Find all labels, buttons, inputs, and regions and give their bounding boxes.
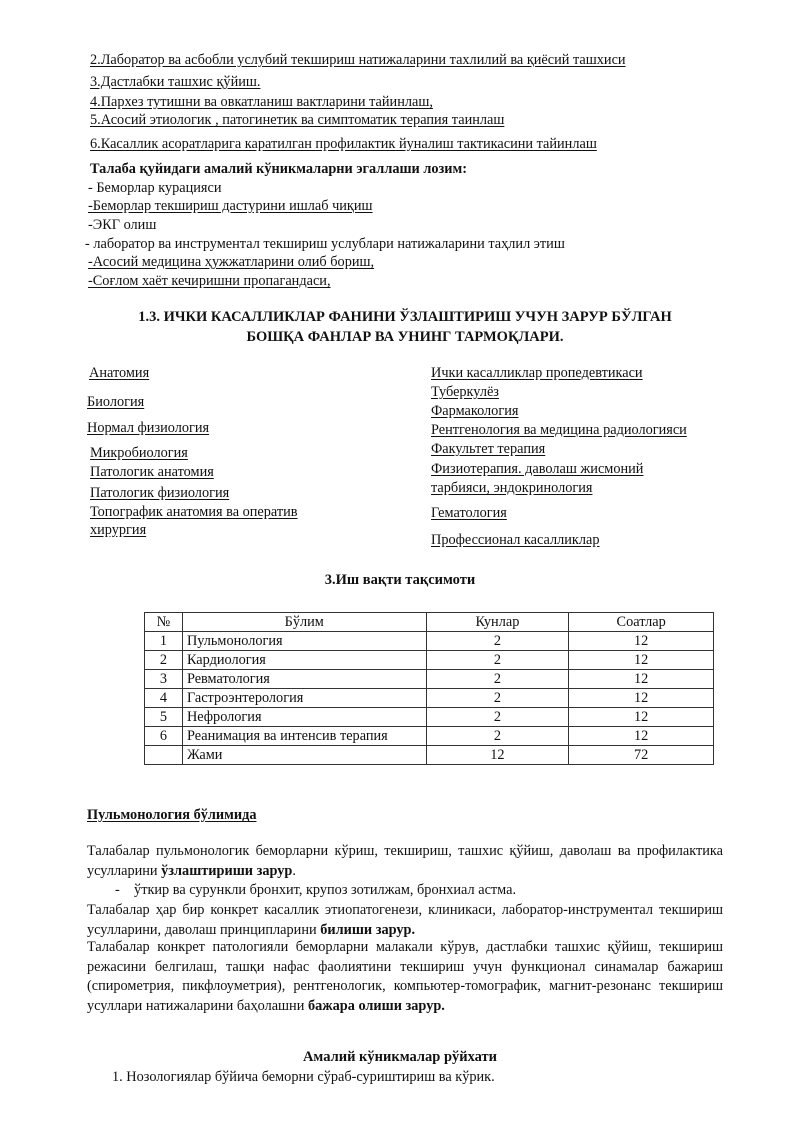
row-hours: 12 — [569, 727, 714, 746]
pulmo-paragraph-1 — [87, 842, 723, 881]
header-cell: № — [145, 613, 183, 632]
row-days: 2 — [426, 670, 569, 689]
table-header-row — [145, 613, 714, 632]
pulmo-paragraph-2 — [87, 901, 723, 940]
paragraph-emphasis: бажара олиши зарур. — [307, 997, 445, 1014]
header-cell: Соатлар — [569, 613, 714, 632]
paragraph-text: Талабалар ҳар бир конкрет касаллик этиопатогенези, клиникаси, лаборатор-инструментал текшириш усулларини, даволаш принципларини — [87, 902, 723, 938]
row-section: Реанимация ва интенсив терапия — [182, 727, 426, 746]
skill-item: - Беморлар курацияси — [88, 180, 222, 196]
total-hours: 72 — [569, 746, 714, 765]
subject-item: Туберкулёз — [431, 384, 499, 400]
paragraph-text: Талабалар пульмонологик беморларни кўриш, текшириш, ташхис қўйиш, даволаш ва профилактика усулларини — [87, 843, 723, 879]
list-item-4: 4.Пархез тутишни ва овкатланиш вактларини тайинлаш, — [90, 94, 433, 110]
row-days: 2 — [426, 727, 569, 746]
row-hours: 12 — [569, 689, 714, 708]
table-row — [145, 727, 714, 746]
row-days: 2 — [426, 708, 569, 727]
row-hours: 12 — [569, 632, 714, 651]
skills-heading: Талаба қуйидаги амалий кўникмаларни эгаллаши лозим: — [90, 161, 468, 177]
paragraph-emphasis: ўзлаштириши зарур — [161, 862, 293, 879]
table-row — [145, 670, 714, 689]
row-section: Нефрология — [182, 708, 426, 727]
paragraph-emphasis: билиши зарур. — [320, 921, 416, 938]
amaliy-item: 1. Нозологиялар бўйича беморни сўраб-суриштириш ва кўрик. — [112, 1069, 495, 1085]
subject-item: Патологик физиология — [90, 485, 230, 501]
table-row — [145, 689, 714, 708]
subject-item: Профессионал касалликлар — [431, 532, 600, 548]
table-row — [145, 632, 714, 651]
subject-item: Патологик анатомия — [90, 464, 214, 480]
list-item-2: 2.Лаборатор ва асбобли услубий текшириш натижаларини тахлилий ва қиёсий ташхиси — [90, 52, 626, 68]
pulmo-heading: Пульмонология бўлимида — [87, 807, 257, 823]
row-number: 2 — [145, 651, 183, 670]
paragraph-text: . — [292, 862, 296, 879]
row-section: Гастроэнтерология — [182, 689, 426, 708]
subject-item: Физиотерапия. даволаш жисмоний — [431, 461, 644, 477]
total-days: 12 — [426, 746, 569, 765]
header-cell: Кунлар — [426, 613, 569, 632]
row-hours: 12 — [569, 670, 714, 689]
row-section: Пульмонология — [182, 632, 426, 651]
skill-item: -Асосий медицина ҳужжатларини олиб бориш, — [88, 254, 375, 270]
section-heading — [90, 307, 720, 347]
table-row — [145, 708, 714, 727]
section-heading-line1: 1.3. ИЧКИ КАСАЛЛИКЛАР ФАНИНИ ЎЗЛАШТИРИШ УЧУН ЗАРУР БЎЛГАН — [138, 309, 672, 325]
section-heading-line2: БОШҚА ФАНЛАР ВА УНИНГ ТАРМОҚЛАРИ. — [246, 329, 564, 345]
row-days: 2 — [426, 632, 569, 651]
subject-item: Топографик анатомия ва оператив — [90, 504, 298, 520]
table-title: 3.Иш вақти тақсимоти — [324, 572, 476, 588]
subject-item: Гематология — [431, 505, 507, 521]
row-number: 1 — [145, 632, 183, 651]
subject-item: Фармакология — [431, 403, 519, 419]
row-hours: 12 — [569, 651, 714, 670]
subject-item: Ички касалликлар пропедевтикаси — [431, 365, 643, 381]
total-number — [145, 746, 183, 765]
paragraph-text: Талабалар конкрет патологияли беморларни малакали кўрув, дастлабки ташхис қўйиш, текшириш режасини белгилаш, ташқи нафас фаолиятини текшириш учун функционал синамалар бажариш (спирометрия, пикфлоуметрия), рентгенологик, компьютер-томографик, магнит-резонанс текшириш усуллари натижаларини баҳолашни — [87, 939, 723, 1014]
row-days: 2 — [426, 689, 569, 708]
row-number: 5 — [145, 708, 183, 727]
pulmo-paragraph-3 — [87, 938, 723, 1016]
amaliy-heading: Амалий кўникмалар рўйхати — [302, 1049, 498, 1065]
skill-item: -Соғлом хаёт кечиришни пропагандаси, — [88, 273, 331, 289]
list-item-3: 3.Дастлабки ташхис қўйиш. — [90, 74, 261, 90]
row-section: Кардиология — [182, 651, 426, 670]
table-total-row — [145, 746, 714, 765]
row-section: Ревматология — [182, 670, 426, 689]
subject-item: Рентгенология ва медицина радиологияси — [431, 422, 687, 438]
table-row — [145, 651, 714, 670]
subject-item: тарбияси, эндокринология — [431, 480, 593, 496]
subject-item: Биология — [87, 394, 145, 410]
total-label: Жами — [182, 746, 426, 765]
header-cell: Бўлим — [182, 613, 426, 632]
row-number: 4 — [145, 689, 183, 708]
row-days: 2 — [426, 651, 569, 670]
row-number: 3 — [145, 670, 183, 689]
row-hours: 12 — [569, 708, 714, 727]
subject-item: Анатомия — [89, 365, 150, 381]
skill-item: - лаборатор ва инструментал текшириш услублари натижаларини таҳлил этиш — [85, 236, 565, 252]
skill-item: -ЭКГ олиш — [88, 217, 157, 233]
subject-item: Нормал физиология — [87, 420, 210, 436]
list-item-5: 5.Асосий этиологик , патогинетик ва симптоматик терапия таинлаш — [90, 112, 505, 128]
subject-item: Микробиология — [90, 445, 188, 461]
work-time-table — [144, 612, 714, 765]
row-number: 6 — [145, 727, 183, 746]
skill-item: -Беморлар текшириш дастурини ишлаб чиқиш — [88, 198, 373, 214]
subject-item: Факультет терапия — [431, 441, 546, 457]
subject-item: хирургия — [90, 522, 147, 538]
list-item-6: 6.Касаллик асоратларига каратилган профилактик йуналиш тактикасини тайинлаш — [90, 136, 597, 152]
pulmo-bullet: - ўткир ва сурункли бронхит, крупоз зотилжам, бронхиал астма. — [115, 882, 517, 898]
